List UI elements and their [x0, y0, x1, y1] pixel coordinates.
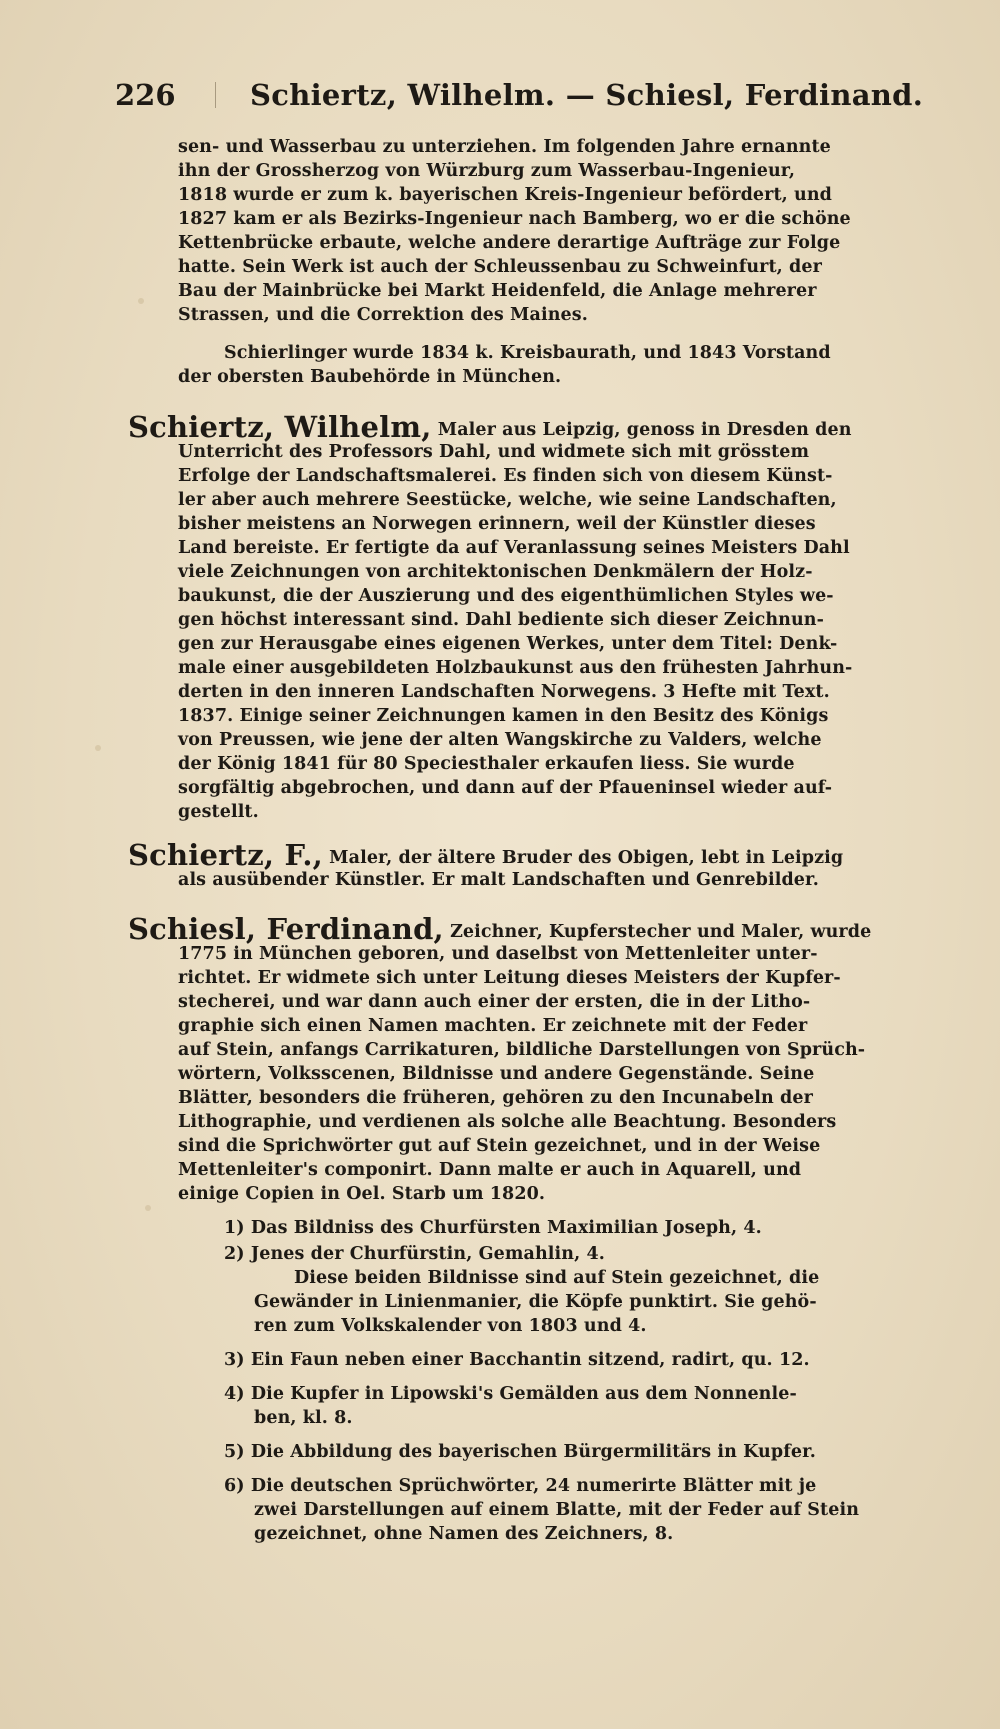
text-line: Lithographie, und verdienen als solche alle Beachtung. Besonders [178, 1112, 837, 1132]
entry-headword: Schiesl, Ferdinand, [128, 912, 444, 946]
works-item-cont: gezeichnet, ohne Namen des Zeichners, 8. [254, 1524, 674, 1544]
text-line: einige Copien in Oel. Starb um 1820. [178, 1184, 546, 1204]
text-line: 1827 kam er als Bezirks-Ingenieur nach Bamberg, wo er die schöne [178, 209, 851, 229]
entry-first-line [128, 410, 873, 444]
text-line: Blätter, besonders die früheren, gehören zu den Incunabeln der [178, 1088, 813, 1108]
works-item-cont: zwei Darstellungen auf einem Blatte, mit der Feder auf Stein [254, 1500, 860, 1520]
entry-intro: Zeichner, Kupferstecher und Maler, wurde [450, 922, 872, 942]
text-line: ihn der Grossherzog von Würzburg zum Wasserbau-Ingenieur, [178, 161, 796, 181]
text-line: 1775 in München geboren, und daselbst von Mettenleiter unter- [178, 944, 818, 964]
text-line: graphie sich einen Namen machten. Er zeichnete mit der Feder [178, 1016, 808, 1036]
text-line: gen zur Herausgabe eines eigenen Werkes, unter dem Titel: Denk- [178, 634, 838, 654]
works-item: 2) Jenes der Churfürstin, Gemahlin, 4. [224, 1244, 605, 1264]
text-line: Strassen, und die Correktion des Maines. [178, 305, 588, 325]
text-line: als ausübender Künstler. Er malt Landschaften und Genrebilder. [178, 870, 819, 890]
entry-first-line [128, 912, 873, 946]
text-line: Mettenleiter's componirt. Dann malte er auch in Aquarell, und [178, 1160, 802, 1180]
works-item: 3) Ein Faun neben einer Bacchantin sitzend, radirt, qu. 12. [224, 1350, 810, 1370]
text-line: Erfolge der Landschaftsmalerei. Es finden sich von diesem Künst- [178, 466, 833, 486]
works-note-line: Diese beiden Bildnisse sind auf Stein gezeichnet, die [294, 1268, 820, 1288]
text-line: gestellt. [178, 802, 259, 822]
text-line: Bau der Mainbrücke bei Markt Heidenfeld, die Anlage mehrerer [178, 281, 817, 301]
text-line: 1818 wurde er zum k. bayerischen Kreis-Ingenieur befördert, und [178, 185, 833, 205]
text-line: derten in den inneren Landschaften Norwegens. 3 Hefte mit Text. [178, 682, 830, 702]
text-line: Schierlinger wurde 1834 k. Kreisbaurath, und 1843 Vorstand [224, 343, 831, 363]
header-divider [215, 82, 216, 108]
running-header [115, 78, 924, 118]
text-line: wörtern, Volksscenen, Bildnisse und andere Gegenstände. Seine [178, 1064, 815, 1084]
text-line: von Preussen, wie jene der alten Wangskirche zu Valders, welche [178, 730, 822, 750]
text-line: auf Stein, anfangs Carrikaturen, bildliche Darstellungen von Sprüch- [178, 1040, 866, 1060]
entry-headword: Schiertz, F., [128, 838, 323, 872]
works-note-line: Gewänder in Linienmanier, die Köpfe punktirt. Sie gehö- [254, 1292, 817, 1312]
page-number: 226 [115, 78, 176, 112]
text-line: male einer ausgebildeten Holzbaukunst aus den frühesten Jahrhun- [178, 658, 853, 678]
entry-first-line [128, 838, 873, 872]
text-line: hatte. Sein Werk ist auch der Schleussenbau zu Schweinfurt, der [178, 257, 822, 277]
text-line: richtet. Er widmete sich unter Leitung dieses Meisters der Kupfer- [178, 968, 841, 988]
works-item: 1) Das Bildniss des Churfürsten Maximilian Joseph, 4. [224, 1218, 762, 1238]
text-line: sorgfältig abgebrochen, und dann auf der Pfaueninsel wieder auf- [178, 778, 833, 798]
entry-intro: Maler aus Leipzig, genoss in Dresden den [437, 420, 852, 440]
text-line: der obersten Baubehörde in München. [178, 367, 562, 387]
text-line: sind die Sprichwörter gut auf Stein gezeichnet, und in der Weise [178, 1136, 821, 1156]
text-line: gen höchst interessant sind. Dahl bediente sich dieser Zeichnun- [178, 610, 824, 630]
text-line: Unterricht des Professors Dahl, und widmete sich mit grösstem [178, 442, 810, 462]
text-line: 1837. Einige seiner Zeichnungen kamen in den Besitz des Königs [178, 706, 829, 726]
works-item-cont: ben, kl. 8. [254, 1408, 353, 1428]
text-line: Land bereiste. Er fertigte da auf Veranlassung seines Meisters Dahl [178, 538, 850, 558]
text-line: Kettenbrücke erbaute, welche andere derartige Aufträge zur Folge [178, 233, 841, 253]
text-line: viele Zeichnungen von architektonischen Denkmälern der Holz- [178, 562, 813, 582]
text-line: sen- und Wasserbau zu unterziehen. Im folgenden Jahre ernannte [178, 137, 831, 157]
works-item: 6) Die deutschen Sprüchwörter, 24 numerirte Blätter mit je [224, 1476, 817, 1496]
text-line: baukunst, die der Auszierung und des eigenthümlichen Styles we- [178, 586, 834, 606]
text-line: ler aber auch mehrere Seestücke, welche, wie seine Landschaften, [178, 490, 837, 510]
text-line: der König 1841 für 80 Speciesthaler erkaufen liess. Sie wurde [178, 754, 795, 774]
works-item: 5) Die Abbildung des bayerischen Bürgermilitärs in Kupfer. [224, 1442, 816, 1462]
works-note-line: ren zum Volkskalender von 1803 und 4. [254, 1316, 647, 1336]
running-title: Schiertz, Wilhelm. — Schiesl, Ferdinand. [250, 78, 924, 112]
entry-headword: Schiertz, Wilhelm, [128, 410, 432, 444]
text-line: stecherei, und war dann auch einer der ersten, die in der Litho- [178, 992, 811, 1012]
entry-intro: Maler, der ältere Bruder des Obigen, lebt in Leipzig [329, 848, 844, 868]
text-line: bisher meistens an Norwegen erinnern, weil der Künstler dieses [178, 514, 816, 534]
works-item: 4) Die Kupfer in Lipowski's Gemälden aus dem Nonnenle- [224, 1384, 797, 1404]
